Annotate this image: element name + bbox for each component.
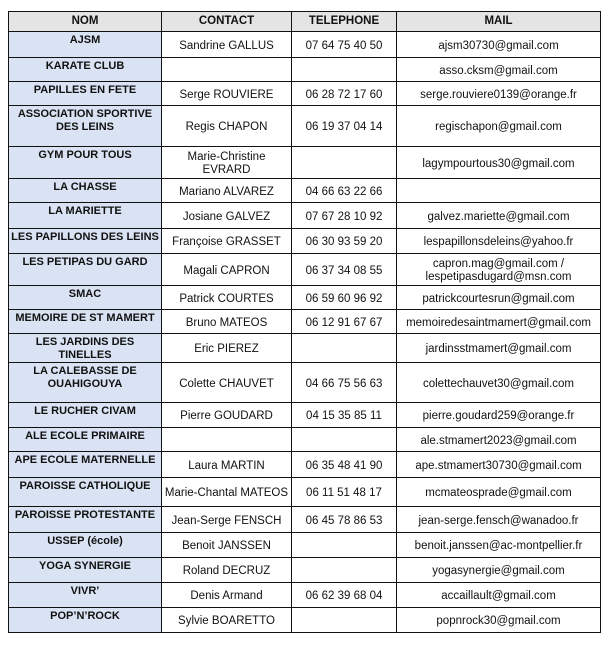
email-address: ale.stmamert2023@gmail.com — [397, 428, 601, 452]
email-address: jardinsstmamert@gmail.com — [397, 334, 601, 363]
association-name: ASSOCIATION SPORTIVE DES LEINS — [9, 106, 162, 147]
table-row — [9, 478, 601, 507]
contact-name: Bruno MATEOS — [162, 310, 292, 334]
email-address: serge.rouviere0139@orange.fr — [397, 82, 601, 106]
contact-name: Sandrine GALLUS — [162, 32, 292, 58]
phone-number: 07 67 28 10 92 — [292, 203, 397, 229]
contact-name: Denis Armand — [162, 583, 292, 608]
header-mail: MAIL — [397, 12, 601, 32]
email-address: galvez.mariette@gmail.com — [397, 203, 601, 229]
association-name: ALE ECOLE PRIMAIRE — [9, 428, 162, 452]
contact-name: Mariano ALVAREZ — [162, 179, 292, 203]
table-row — [9, 254, 601, 286]
phone-number: 06 11 51 48 17 — [292, 478, 397, 507]
phone-number: 06 19 37 04 14 — [292, 106, 397, 147]
table-row — [9, 533, 601, 558]
phone-number — [292, 608, 397, 633]
association-name: LES JARDINS DES TINELLES — [9, 334, 162, 363]
phone-number — [292, 533, 397, 558]
association-name: MEMOIRE DE ST MAMERT — [9, 310, 162, 334]
association-name: LES PETIPAS DU GARD — [9, 254, 162, 286]
email-address: lespapillonsdeleins@yahoo.fr — [397, 229, 601, 254]
contact-name: Benoit JANSSEN — [162, 533, 292, 558]
phone-number: 06 35 48 41 90 — [292, 452, 397, 478]
phone-number: 07 64 75 40 50 — [292, 32, 397, 58]
contact-name: Jean-Serge FENSCH — [162, 507, 292, 533]
table-row — [9, 507, 601, 533]
table-row — [9, 203, 601, 229]
association-name: APE ECOLE MATERNELLE — [9, 452, 162, 478]
phone-number: 04 15 35 85 11 — [292, 403, 397, 428]
table-row — [9, 58, 601, 82]
table-row — [9, 428, 601, 452]
email-address: benoit.janssen@ac-montpellier.fr — [397, 533, 601, 558]
phone-number: 06 12 91 67 67 — [292, 310, 397, 334]
table-row — [9, 106, 601, 147]
contact-name: Josiane GALVEZ — [162, 203, 292, 229]
association-name: POP’N’ROCK — [9, 608, 162, 633]
phone-number: 04 66 63 22 66 — [292, 179, 397, 203]
association-name: SMAC — [9, 286, 162, 310]
header-contact: CONTACT — [162, 12, 292, 32]
association-name: PAROISSE PROTESTANTE — [9, 507, 162, 533]
association-name: LE RUCHER CIVAM — [9, 403, 162, 428]
contact-name: Patrick COURTES — [162, 286, 292, 310]
contact-name — [162, 428, 292, 452]
contact-name: Marie-Christine EVRARD — [162, 147, 292, 179]
phone-number — [292, 558, 397, 583]
phone-number: 06 45 78 86 53 — [292, 507, 397, 533]
association-name: LA MARIETTE — [9, 203, 162, 229]
association-name: KARATE CLUB — [9, 58, 162, 82]
phone-number: 06 30 93 59 20 — [292, 229, 397, 254]
phone-number — [292, 58, 397, 82]
email-address — [397, 179, 601, 203]
header-nom: NOM — [9, 12, 162, 32]
table-row — [9, 147, 601, 179]
email-address: ajsm30730@gmail.com — [397, 32, 601, 58]
contact-name: Magali CAPRON — [162, 254, 292, 286]
table-row — [9, 179, 601, 203]
contact-name: Roland DECRUZ — [162, 558, 292, 583]
contact-name: Regis CHAPON — [162, 106, 292, 147]
phone-number: 04 66 75 56 63 — [292, 363, 397, 403]
table-row — [9, 583, 601, 608]
table-row — [9, 363, 601, 403]
table-row — [9, 334, 601, 363]
email-address: asso.cksm@gmail.com — [397, 58, 601, 82]
association-name: PAROISSE CATHOLIQUE — [9, 478, 162, 507]
header-telephone: TELEPHONE — [292, 12, 397, 32]
table-row — [9, 229, 601, 254]
phone-number: 06 28 72 17 60 — [292, 82, 397, 106]
header-row — [9, 12, 601, 32]
email-address: accaillault@gmail.com — [397, 583, 601, 608]
contact-name — [162, 58, 292, 82]
association-name: GYM POUR TOUS — [9, 147, 162, 179]
email-address: patrickcourtesrun@gmail.com — [397, 286, 601, 310]
contact-name: Colette CHAUVET — [162, 363, 292, 403]
contact-name: Serge ROUVIERE — [162, 82, 292, 106]
associations-contact-table — [8, 11, 601, 633]
contact-name: Françoise GRASSET — [162, 229, 292, 254]
table-row — [9, 452, 601, 478]
email-address: yogasynergie@gmail.com — [397, 558, 601, 583]
phone-number — [292, 428, 397, 452]
contact-name: Marie-Chantal MATEOS — [162, 478, 292, 507]
table-row — [9, 310, 601, 334]
association-name: LA CHASSE — [9, 179, 162, 203]
phone-number: 06 59 60 96 92 — [292, 286, 397, 310]
phone-number: 06 62 39 68 04 — [292, 583, 397, 608]
association-name: LA CALEBASSE DE OUAHIGOUYA — [9, 363, 162, 403]
association-name: USSEP (école) — [9, 533, 162, 558]
contact-name: Laura MARTIN — [162, 452, 292, 478]
table-row — [9, 286, 601, 310]
association-name: AJSM — [9, 32, 162, 58]
table-row — [9, 608, 601, 633]
table-row — [9, 558, 601, 583]
email-address: memoiredesaintmamert@gmail.com — [397, 310, 601, 334]
email-address: popnrock30@gmail.com — [397, 608, 601, 633]
email-address: lagympourtous30@gmail.com — [397, 147, 601, 179]
table-row — [9, 32, 601, 58]
email-address: regischapon@gmail.com — [397, 106, 601, 147]
association-name: PAPILLES EN FETE — [9, 82, 162, 106]
email-address: colettechauvet30@gmail.com — [397, 363, 601, 403]
phone-number — [292, 147, 397, 179]
table-row — [9, 82, 601, 106]
email-address: ape.stmamert30730@gmail.com — [397, 452, 601, 478]
email-address: pierre.goudard259@orange.fr — [397, 403, 601, 428]
table-row — [9, 403, 601, 428]
contact-name: Pierre GOUDARD — [162, 403, 292, 428]
association-name: YOGA SYNERGIE — [9, 558, 162, 583]
email-address: capron.mag@gmail.com / lespetipasdugard@msn.com — [397, 254, 601, 286]
phone-number — [292, 334, 397, 363]
email-address: mcmateosprade@gmail.com — [397, 478, 601, 507]
email-address: jean-serge.fensch@wanadoo.fr — [397, 507, 601, 533]
phone-number: 06 37 34 08 55 — [292, 254, 397, 286]
association-name: VIVR’ — [9, 583, 162, 608]
association-name: LES PAPILLONS DES LEINS — [9, 229, 162, 254]
contact-name: Eric PIEREZ — [162, 334, 292, 363]
contact-name: Sylvie BOARETTO — [162, 608, 292, 633]
